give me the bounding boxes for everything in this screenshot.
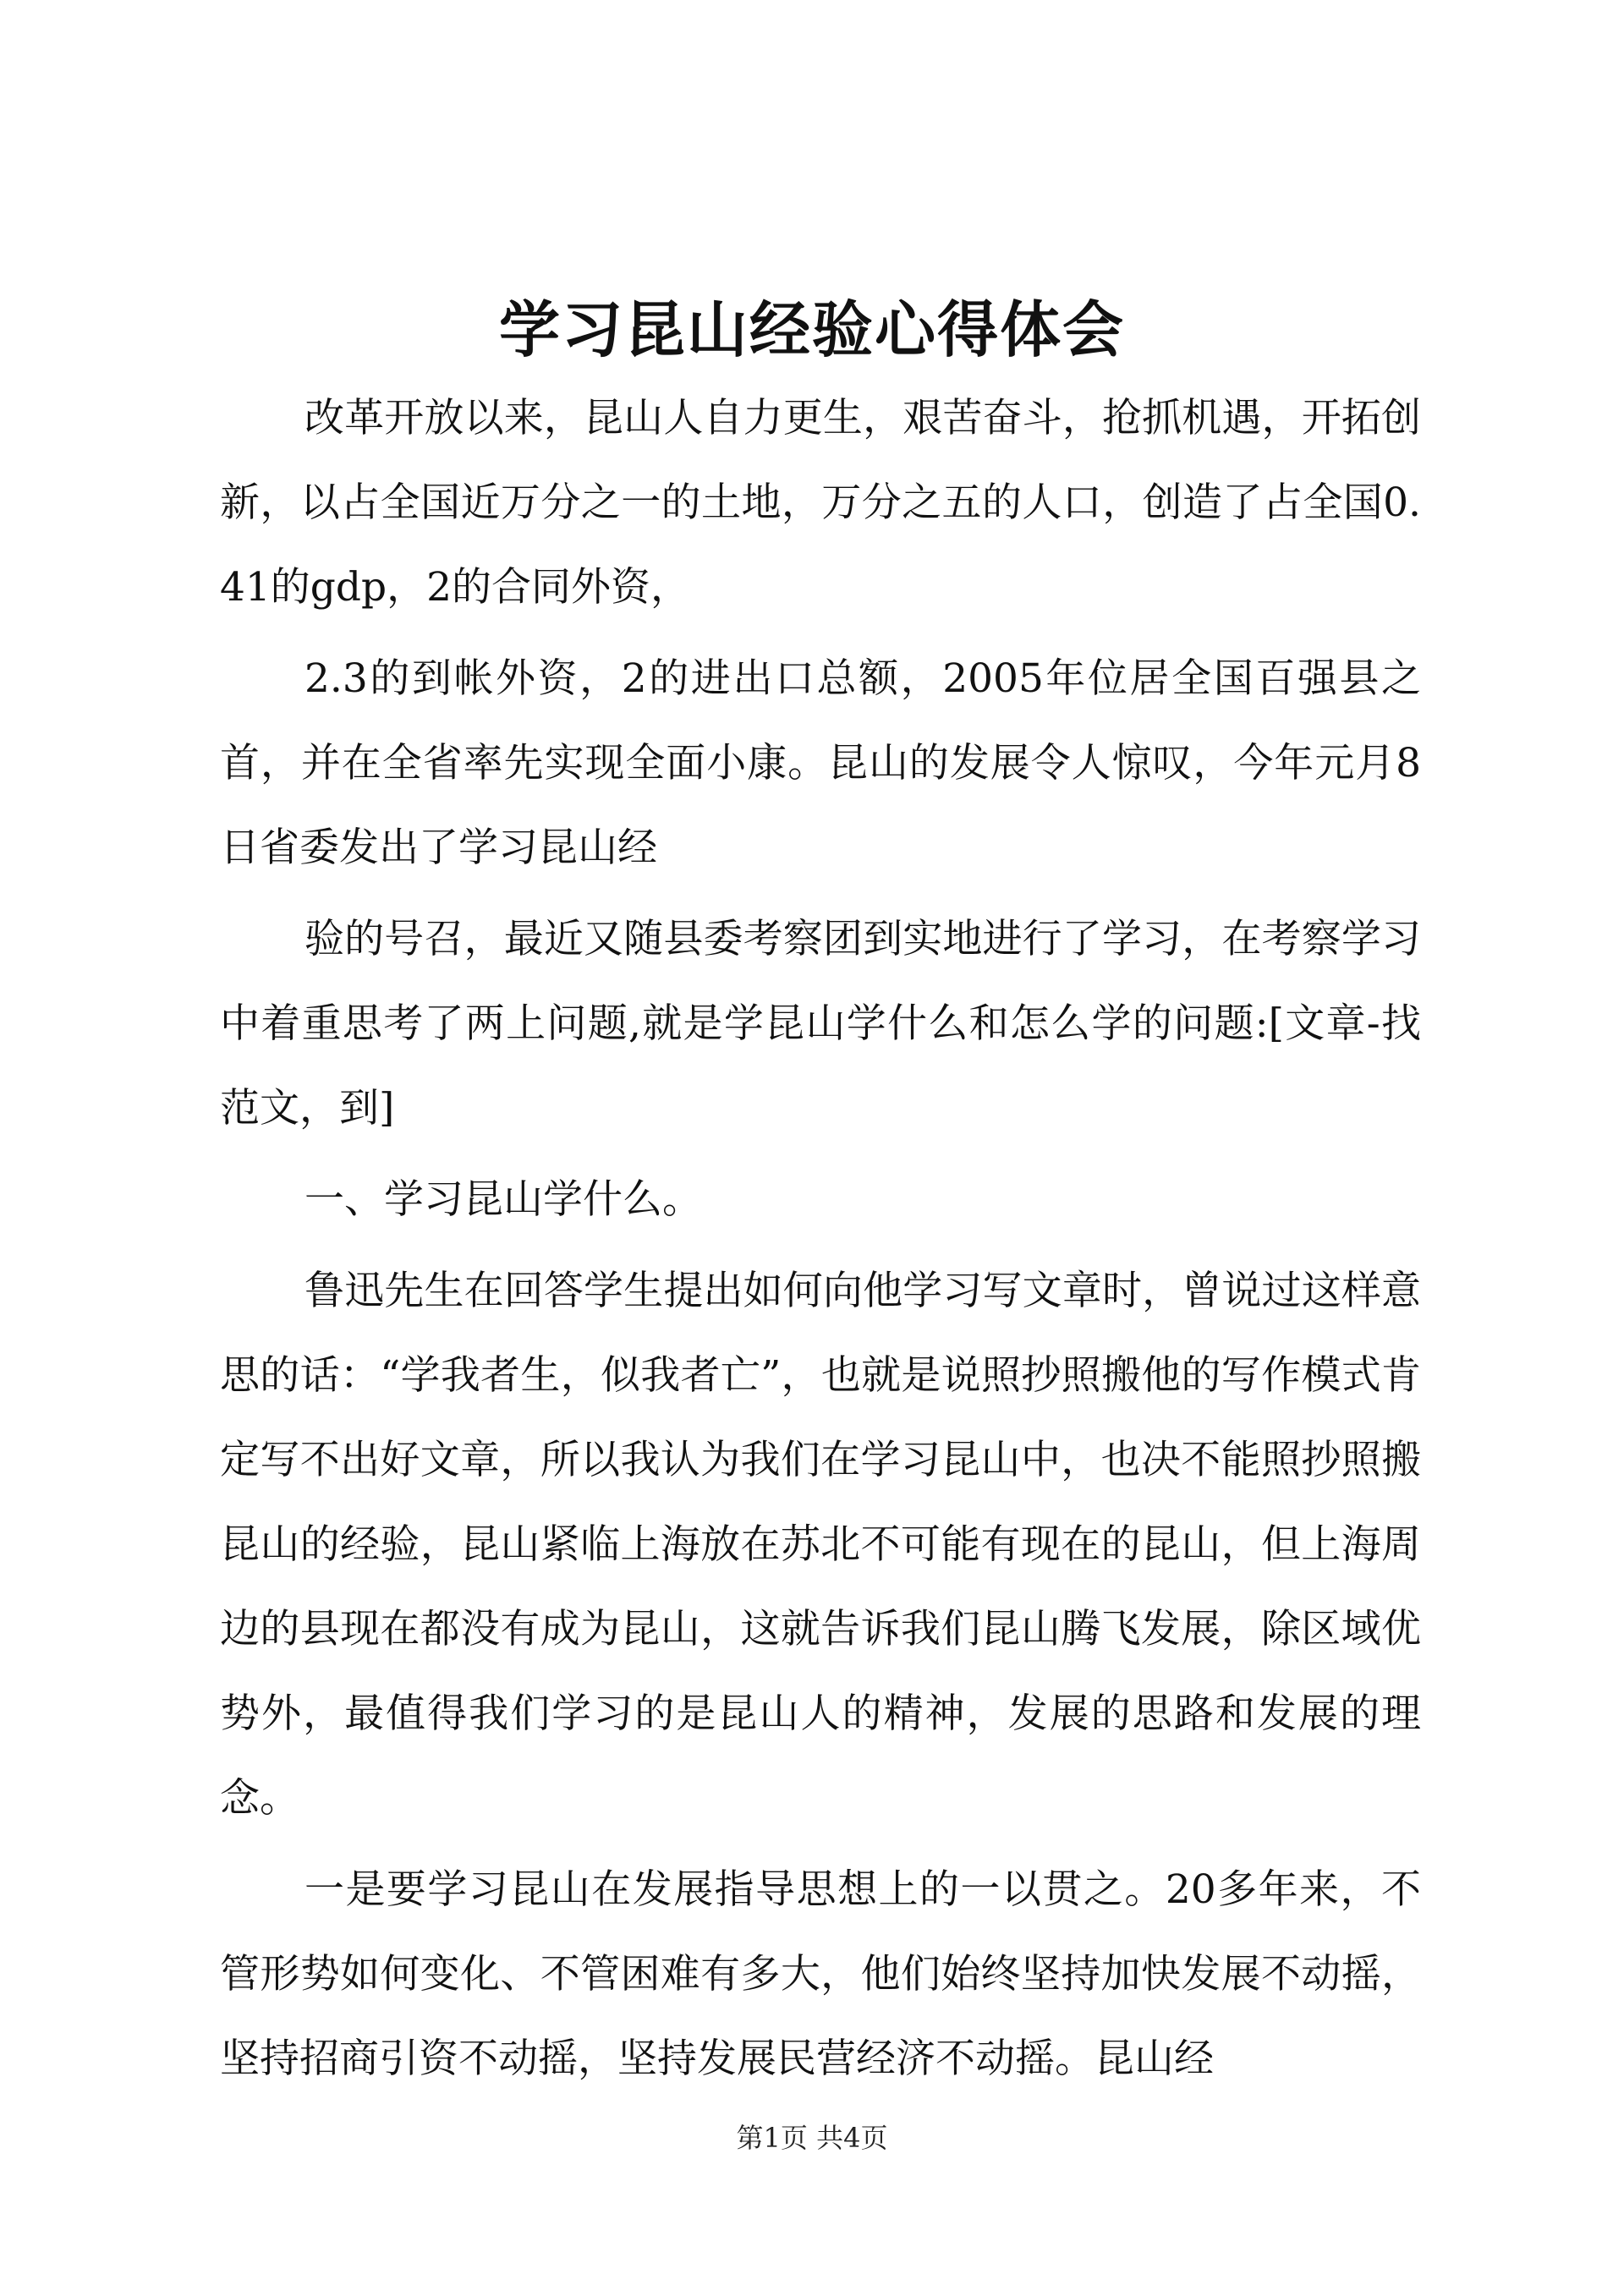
document-body bbox=[220, 376, 1421, 2108]
document-title: 学习昆山经验心得体会 bbox=[498, 294, 1125, 365]
paragraph-5: 一是要学习昆山在发展指导思想上的一以贯之。20多年来，不管形势如何变化、不管困难有多大，他们始终坚持加快发展不动摇，坚持招商引资不动摇，坚持发展民营经济不动摇。昆山经 bbox=[220, 1866, 1421, 2082]
page-number-footer: 第1页 共4页 bbox=[736, 2122, 888, 2154]
paragraph-4: 鲁迅先生在回答学生提出如何向他学习写文章时，曾说过这样意思的话：“学我者生，似我者亡”，也就是说照抄照搬他的写作模式肯定写不出好文章，所以我认为我们在学习昆山中，也决不能照抄照搬昆山的经验，昆山紧临上海放在苏北不可能有现在的昆山，但上海周边的县现在都没有成为昆山，这就告诉我们昆山腾飞发展，除区域优势外，最值得我们学习的是昆山人的精神，发展的思路和发展的理念。 bbox=[220, 1268, 1421, 1822]
paragraph-2: 2.3的到帐外资，2的进出口总额，2005年位居全国百强县之首，并在全省率先实现全面小康。昆山的发展令人惊叹，今年元月8日省委发出了学习昆山经 bbox=[220, 655, 1421, 871]
section-heading: 一、学习昆山学什么。 bbox=[304, 1176, 702, 1223]
paragraph-1: 改革开放以来，昆山人自力更生，艰苦奋斗，抢抓机遇，开拓创新，以占全国近万分之一的土地，万分之五的人口，创造了占全国0.41的gdp，2的合同外资， bbox=[220, 395, 1421, 611]
paragraph-3: 验的号召，最近又随县委考察团到实地进行了学习，在考察学习中着重思考了两上问题,就是学昆山学什么和怎么学的问题:[文章-找范文，到] bbox=[220, 916, 1421, 1132]
